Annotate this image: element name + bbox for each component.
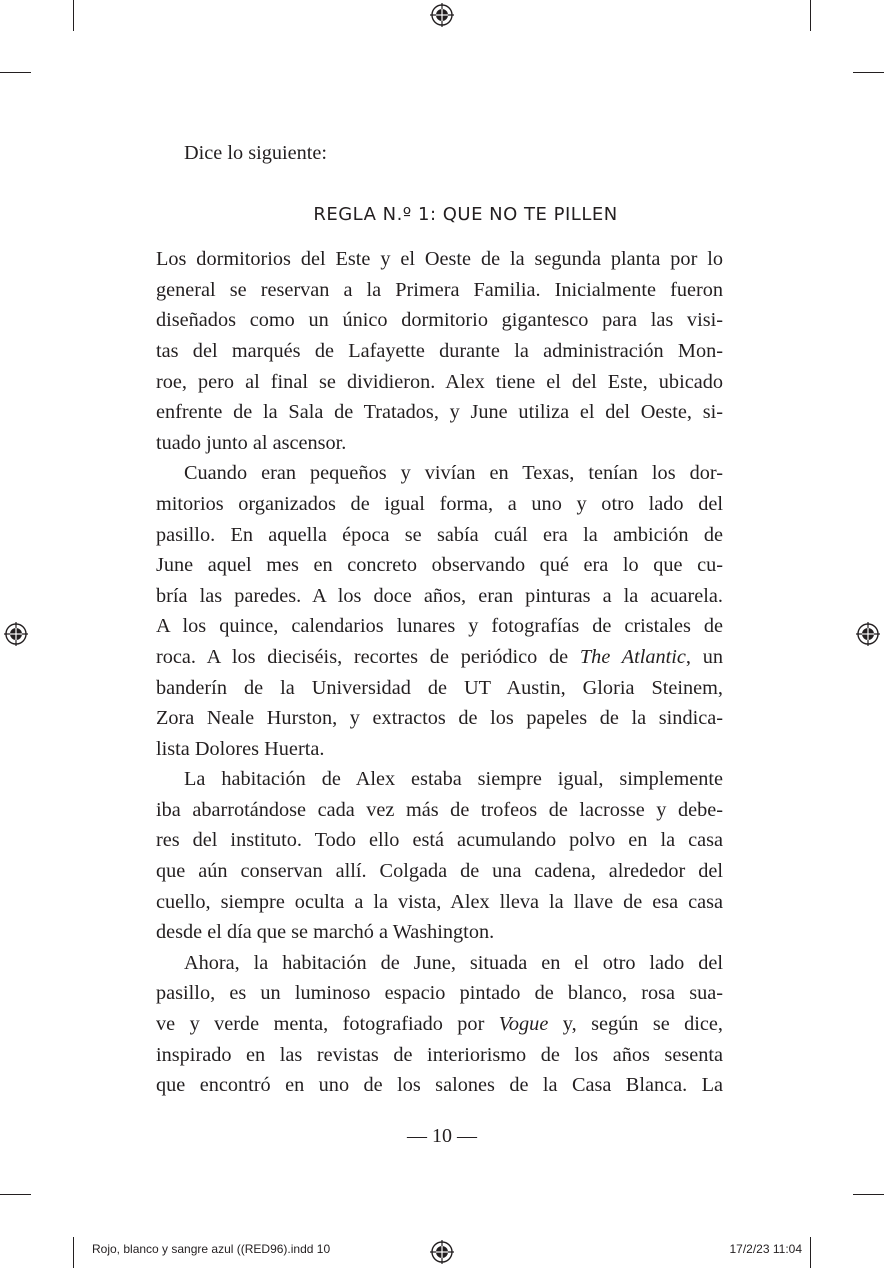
crop-mark-bottom-right — [810, 1237, 811, 1268]
text-line: roe, pero al final se dividieron. Alex tiene el del Este, ubicado — [156, 370, 723, 393]
text-segment: ve y verde menta, fotografiado por — [156, 1013, 499, 1036]
text-line: bría las paredes. A los doce años, eran pinturas a la acuarela. — [156, 584, 723, 607]
text-line: desde el día que se marchó a Washington. — [156, 921, 495, 944]
rule-heading: REGLA N.º 1: QUE NO TE PILLEN — [313, 203, 618, 225]
text-line: La habitación de Alex estaba siempre igual, simplemente — [184, 768, 723, 791]
registration-mark-icon — [4, 622, 28, 646]
crop-mark-left-top — [0, 72, 31, 73]
slug-filename: Rojo, blanco y sangre azul ((RED96).indd 10 — [92, 1242, 331, 1256]
registration-mark-icon — [856, 622, 880, 646]
text-segment: roca. A los dieciséis, recortes de periódico de — [156, 645, 580, 668]
registration-mark-icon — [430, 1240, 454, 1264]
text-line: mitorios organizados de igual forma, a uno y otro lado del — [156, 492, 723, 515]
crop-mark-left-bottom — [0, 1194, 31, 1195]
text-line: Zora Neale Hurston, y extractos de los papeles de la sindica- — [156, 707, 723, 730]
crop-mark-top-left — [73, 0, 74, 31]
text-line: A los quince, calendarios lunares y fotografías de cristales de — [156, 615, 723, 638]
text-line: Ahora, la habitación de June, situada en el otro lado del — [184, 951, 723, 974]
crop-mark-bottom-left — [73, 1237, 74, 1268]
page-body — [156, 138, 723, 1101]
crop-mark-right-top — [853, 72, 884, 73]
text-line — [156, 1009, 723, 1040]
slug-timestamp: 17/2/23 11:04 — [729, 1242, 802, 1256]
text-line: res del instituto. Todo ello está acumulando polvo en la casa — [156, 829, 723, 852]
text-segment: , un — [685, 645, 724, 668]
text-line: pasillo, es un luminoso espacio pintado de blanco, rosa sua- — [156, 982, 723, 1005]
intro-line: Dice lo siguiente: — [184, 142, 328, 164]
publication-title: Vogue — [498, 1013, 549, 1036]
text-line: que aún conservan allí. Colgada de una cadena, alrededor del — [156, 860, 723, 883]
text-line: June aquel mes en concreto observando qué era lo que cu- — [156, 554, 723, 577]
text-line: diseñados como un único dormitorio gigantesco para las visi- — [156, 309, 723, 332]
publication-title: The Atlantic — [579, 645, 686, 668]
text-line: que encontró en uno de los salones de la Casa Blanca. La — [156, 1074, 723, 1097]
crop-mark-right-bottom — [853, 1194, 884, 1195]
text-line: iba abarrotándose cada vez más de trofeos de lacrosse y debe- — [156, 798, 723, 821]
crop-mark-top-right — [810, 0, 811, 31]
text-line: enfrente de la Sala de Tratados, y June utiliza el del Oeste, si- — [156, 401, 723, 424]
registration-mark-icon — [430, 3, 454, 27]
text-line — [156, 642, 723, 673]
text-line: tuado junto al ascensor. — [156, 431, 347, 454]
text-line: Los dormitorios del Este y el Oeste de la segunda planta por lo — [156, 248, 723, 271]
text-line: Cuando eran pequeños y vivían en Texas, tenían los dor- — [184, 462, 723, 485]
text-line: tas del marqués de Lafayette durante la administración Mon- — [156, 339, 723, 362]
text-line: lista Dolores Huerta. — [156, 737, 325, 760]
text-segment: y, según se dice, — [548, 1013, 723, 1036]
text-line: inspirado en las revistas de interiorismo de los años sesenta — [156, 1043, 723, 1066]
page-number: — 10 — — [407, 1125, 477, 1147]
text-line: pasillo. En aquella época se sabía cuál era la ambición de — [156, 523, 723, 546]
text-line: cuello, siempre oculta a la vista, Alex lleva la llave de esa casa — [156, 890, 723, 913]
text-line: general se reservan a la Primera Familia. Inicialmente fueron — [156, 278, 723, 301]
text-line: banderín de la Universidad de UT Austin, Gloria Steinem, — [156, 676, 723, 699]
